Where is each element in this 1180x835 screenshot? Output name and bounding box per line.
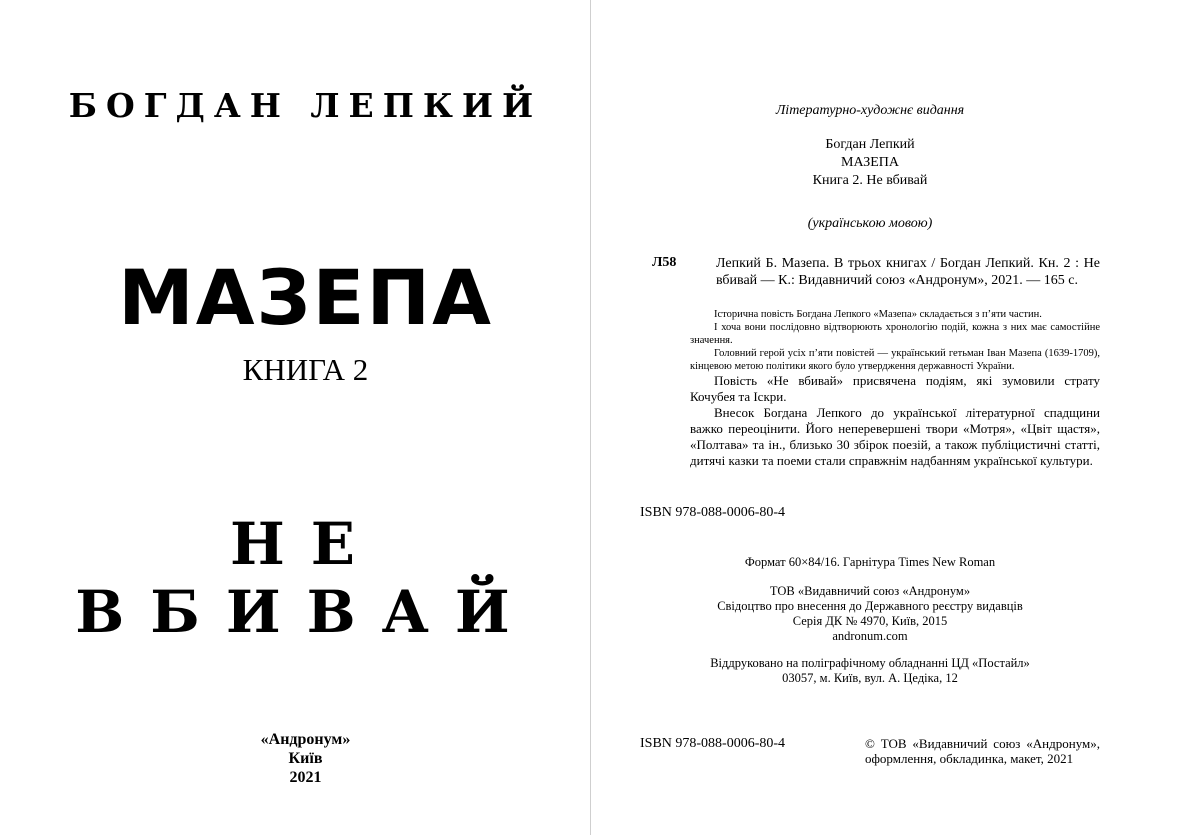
book-subtitle: НЕ ВБИВАЙ <box>75 510 536 646</box>
title-page-imprint <box>0 730 611 787</box>
printing-block <box>640 656 1100 686</box>
annotation-paragraph: Повість «Не вбивай» присвячена подіям, які зумовили страту Кочубея та Іскри. <box>690 373 1100 404</box>
publisher-certificate: Свідоцтво про внесення до Державного реєстру видавців <box>717 599 1023 613</box>
language-note: (українською мовою) <box>807 216 933 231</box>
publisher-site: andronum.com <box>832 629 908 643</box>
edition-type: Літературно-художнє видання <box>775 103 965 118</box>
imprint-year: 2021 <box>289 769 322 786</box>
annotation <box>690 308 1100 469</box>
book-number: КНИГА 2 <box>242 352 369 387</box>
page-gutter-divider <box>590 0 591 835</box>
publisher-series: Серія ДК № 4970, Київ, 2015 <box>792 614 948 628</box>
publisher-name: ТОВ «Видавничий союз «Андронум» <box>769 584 971 598</box>
title-block-title: МАЗЕПА <box>841 155 899 170</box>
catalog-code: Л58 <box>652 255 677 270</box>
copyright-notice: © ТОВ «Видавничий союз «Андронум», оформлення, обкладинка, макет, 2021 <box>865 736 1100 766</box>
book-title: МАЗЕПА <box>118 253 493 342</box>
printing-address: 03057, м. Київ, вул. А. Цедіка, 12 <box>782 671 958 685</box>
annotation-paragraph: Історична повість Богдана Лепкого «Мазепа» складається з п’яти частин. <box>714 309 1042 320</box>
imprint-publisher: «Андронум» <box>260 731 351 748</box>
imprint-city: Київ <box>288 750 323 767</box>
publisher-block <box>640 584 1100 644</box>
title-block-book: Книга 2. Не вбивай <box>812 173 928 188</box>
title-block-author: Богдан Лепкий <box>825 137 915 152</box>
isbn: ISBN 978-088-0006-80-4 <box>640 505 786 520</box>
annotation-paragraph: Внесок Богдана Лепкого до української літературної спадщини важко переоцінити. Його неперевершені твори «Мотря», «Цвіт щастя», «Полтава» та ін., близько 30 збірок поезій, а також публіцистичні статті, дитячі казки та поеми стали справжнім надбанням української культури. <box>690 405 1100 468</box>
bibliographic-entry: Лепкий Б. Мазепа. В трьох книгах / Богдан Лепкий. Кн. 2 : Не вбивай — К.: Видавничий союз «Андронум», 2021. — 165 с. <box>716 256 1100 288</box>
format-line: Формат 60×84/16. Гарнітура Times New Roman <box>744 555 996 569</box>
title-block <box>640 136 1100 190</box>
annotation-paragraph: Головний герой усіх п’яти повістей — український гетьман Іван Мазепа (1639-1709), кінцевою метою політики якого було утвердження державності України. <box>690 348 1100 372</box>
isbn-bottom: ISBN 978-088-0006-80-4 <box>640 736 786 751</box>
author-name: БОГДАН ЛЕПКИЙ <box>68 86 543 125</box>
printing-house: Віддруковано на поліграфічному обладнанні ЦД «Постайл» <box>710 656 1030 670</box>
annotation-paragraph: І хоча вони послідовно відтворюють хронологію подій, кожна з них має самостійне значення. <box>690 322 1100 346</box>
